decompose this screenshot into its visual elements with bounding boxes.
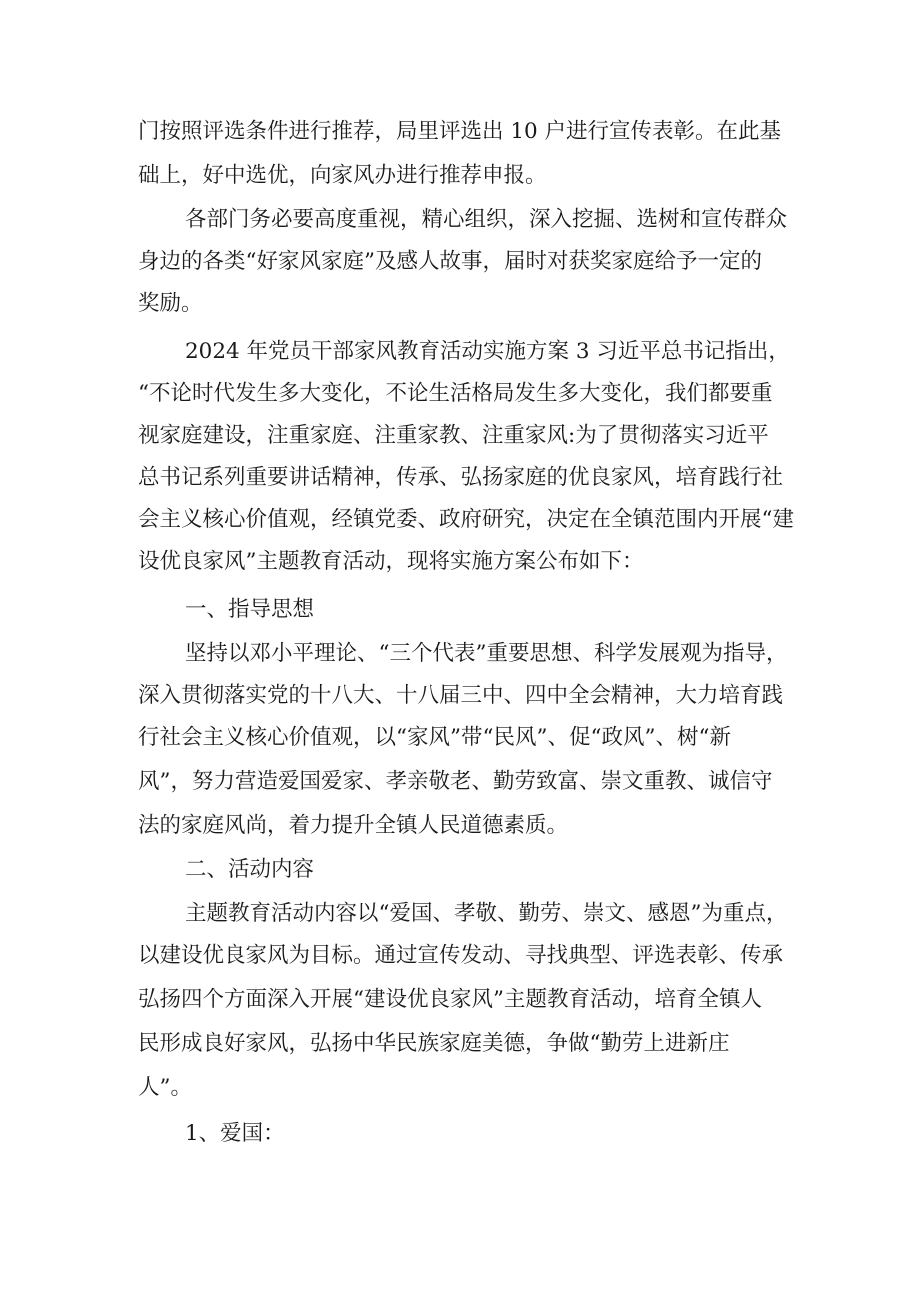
section-heading: 1、爱国：: [185, 1121, 285, 1146]
text-line: 人”。: [138, 1075, 192, 1100]
text-line: 2024 年党员干部家风教育活动实施方案 3 习近平总书记指出，: [185, 339, 790, 364]
text-line: 深入贯彻落实党的十八大、十八届三中、四中全会精神，大力培育践: [138, 683, 784, 708]
section-heading: 一、指导思想: [185, 597, 315, 622]
text-line: 视家庭建设，注重家庭、注重家教、注重家风:为了贯彻落实习近平: [138, 423, 769, 448]
text-line: 以建设优良家风为目标。通过宣传发动、寻找典型、评选表彰、传承: [138, 943, 784, 968]
section-heading: 二、活动内容: [185, 857, 315, 882]
text-line: 奖励。: [138, 291, 203, 316]
text-line: 设优良家风”主题教育活动，现将实施方案公布如下：: [138, 549, 644, 574]
text-line: 门按照评选条件进行推荐，局里评选出 10 户进行宣传表彰。在此基: [138, 119, 782, 144]
text-line: 法的家庭风尚，着力提升全镇人民道德素质。: [138, 813, 569, 838]
text-line: 主题教育活动内容以“爱国、孝敬、勤劳、崇文、感恩”为重点，: [185, 901, 788, 926]
text-line: “不论时代发生多大变化，不论生活格局发生多大变化，我们都要重: [138, 381, 773, 406]
text-line: 行社会主义核心价值观，以“家风”带“民风”、促“政风”、树“新: [138, 725, 731, 750]
text-line: 弘扬四个方面深入开展“建设优良家风”主题教育活动，培育全镇人: [138, 987, 762, 1012]
text-line: 会主义核心价值观，经镇党委、政府研究，决定在全镇范围内开展“建: [138, 507, 794, 532]
text-line: 坚持以邓小平理论、“三个代表”重要思想、科学发展观为指导，: [185, 641, 788, 666]
text-line: 民形成良好家风，弘扬中华民族家庭美德，争做“勤劳上进新庄: [138, 1031, 730, 1056]
text-line: 总书记系列重要讲话精神，传承、弘扬家庭的优良家风，培育践行社: [138, 465, 784, 490]
text-line: 础上，好中选优，向家风办进行推荐申报。: [138, 163, 547, 188]
text-line: 风”，努力营造爱国爱家、孝亲敬老、勤劳致富、崇文重教、诚信守: [138, 769, 773, 794]
text-line: 身边的各类“好家风家庭”及感人故事，届时对获奖家庭给予一定的: [138, 249, 762, 274]
text-line: 各部门务必要高度重视，精心组织，深入挖掘、选树和宣传群众: [185, 207, 788, 232]
